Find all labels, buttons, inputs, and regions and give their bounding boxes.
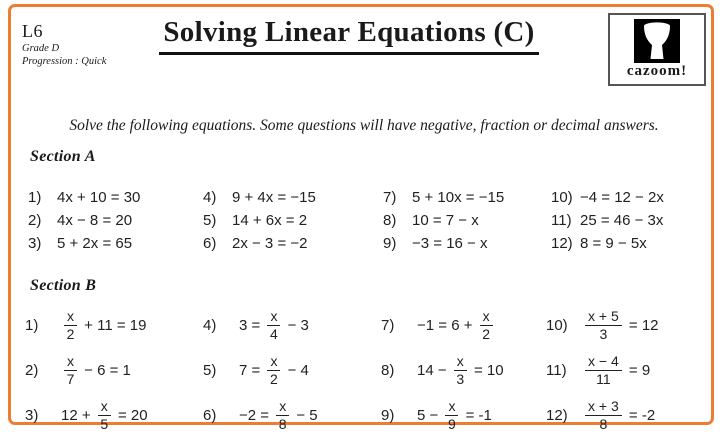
level-code: L6 bbox=[22, 21, 43, 41]
question-number: 8) bbox=[381, 362, 395, 379]
fraction-numerator: x bbox=[64, 309, 77, 326]
equation bbox=[61, 354, 131, 388]
question-number: 3) bbox=[28, 235, 42, 252]
question-number: 7) bbox=[383, 189, 397, 206]
fraction-numerator: x bbox=[267, 309, 280, 326]
question-number: 8) bbox=[383, 212, 397, 229]
fraction bbox=[64, 354, 77, 388]
equation-text: = 10 bbox=[469, 362, 504, 379]
equation-text: 9 + 4x = −15 bbox=[232, 189, 316, 206]
equation-text: = 20 bbox=[113, 407, 148, 424]
question-number: 4) bbox=[203, 317, 217, 334]
equation-row bbox=[203, 303, 318, 348]
equation-text: = 12 bbox=[624, 317, 659, 334]
equation bbox=[580, 189, 664, 206]
equation-text: 3 = bbox=[239, 317, 265, 334]
equation-row bbox=[28, 209, 140, 232]
logo-brand-text: cazoom! bbox=[626, 63, 688, 79]
equation-row bbox=[203, 209, 316, 232]
section-a-column-4 bbox=[551, 186, 664, 255]
equation-row bbox=[381, 393, 504, 438]
equation-text: = -1 bbox=[461, 407, 492, 424]
equation-row bbox=[546, 393, 659, 438]
section-a-column-2 bbox=[203, 186, 316, 255]
fraction-denominator: 2 bbox=[270, 371, 278, 387]
fraction bbox=[585, 354, 622, 388]
equation bbox=[582, 399, 655, 433]
equation bbox=[61, 399, 148, 433]
question-number: 5) bbox=[203, 362, 217, 379]
fraction-denominator: 4 bbox=[270, 326, 278, 342]
equation-row bbox=[551, 209, 664, 232]
equation-text: − 3 bbox=[283, 317, 309, 334]
equation-text: −1 = 6 + bbox=[417, 317, 477, 334]
equation-row bbox=[25, 303, 148, 348]
equation-row bbox=[203, 232, 316, 255]
fraction-numerator: x bbox=[480, 309, 493, 326]
equation bbox=[417, 309, 496, 343]
equation-text: 14 − bbox=[417, 362, 451, 379]
equation-text: 4x − 8 = 20 bbox=[57, 212, 133, 229]
fraction bbox=[585, 309, 622, 343]
equation bbox=[232, 235, 307, 252]
fraction-numerator: x bbox=[445, 399, 458, 416]
equation-text: = -2 bbox=[624, 407, 656, 424]
equation-row bbox=[203, 393, 318, 438]
question-number: 11) bbox=[551, 212, 572, 229]
equation-row bbox=[203, 348, 318, 393]
fraction-numerator: x bbox=[267, 354, 280, 371]
equation-row bbox=[203, 186, 316, 209]
equation-row bbox=[383, 232, 504, 255]
equation-row bbox=[383, 186, 504, 209]
equation bbox=[580, 235, 647, 252]
equation-row bbox=[381, 348, 504, 393]
equation bbox=[239, 354, 309, 388]
equation bbox=[232, 212, 307, 229]
fraction-denominator: 3 bbox=[599, 326, 608, 342]
equation-text: − 6 = 1 bbox=[80, 362, 131, 379]
fraction-denominator: 2 bbox=[482, 326, 491, 342]
equation bbox=[417, 399, 492, 433]
fraction bbox=[445, 399, 458, 433]
equation bbox=[417, 354, 504, 388]
question-number: 9) bbox=[383, 235, 397, 252]
question-number: 1) bbox=[28, 189, 42, 206]
equation-row bbox=[551, 186, 664, 209]
equation-row bbox=[28, 186, 140, 209]
page-title: Solving Linear Equations (C) bbox=[159, 16, 538, 55]
fraction-denominator: 8 bbox=[599, 416, 608, 432]
equation-text: 7 = bbox=[239, 362, 265, 379]
equation bbox=[412, 189, 504, 206]
equation-text: 5 + 10x = −15 bbox=[412, 189, 505, 206]
equation-text: 4x + 10 = 30 bbox=[57, 189, 141, 206]
equation-row bbox=[28, 232, 140, 255]
equation-text: = 9 bbox=[624, 362, 651, 379]
fraction bbox=[64, 309, 77, 343]
section-b-column-4 bbox=[546, 303, 659, 438]
section-b-column-3 bbox=[381, 303, 504, 438]
equation bbox=[239, 309, 309, 343]
question-number: 12) bbox=[546, 407, 568, 424]
question-number: 2) bbox=[28, 212, 42, 229]
fraction bbox=[267, 309, 280, 343]
fraction-denominator: 3 bbox=[456, 371, 465, 387]
equation-row bbox=[546, 303, 659, 348]
fraction-denominator: 2 bbox=[66, 326, 75, 342]
djembe-drum-icon bbox=[634, 19, 680, 63]
question-number: 6) bbox=[203, 407, 217, 424]
fraction-numerator: x bbox=[98, 399, 111, 416]
equation-row bbox=[551, 232, 664, 255]
fraction-numerator: x − 4 bbox=[585, 354, 622, 371]
equation bbox=[582, 354, 650, 388]
equation-text: 12 + bbox=[61, 407, 95, 424]
cazoom-logo bbox=[608, 13, 706, 86]
progression-label: Progression : Quick bbox=[22, 55, 107, 67]
question-number: 5) bbox=[203, 212, 217, 229]
equation bbox=[57, 235, 132, 252]
question-number: 4) bbox=[203, 189, 217, 206]
fraction-denominator: 5 bbox=[100, 416, 109, 432]
equation-row bbox=[25, 393, 148, 438]
equation-row bbox=[546, 348, 659, 393]
question-number: 9) bbox=[381, 407, 395, 424]
fraction-numerator: x bbox=[276, 399, 289, 416]
equation bbox=[239, 399, 318, 433]
equation-text: 5 + 2x = 65 bbox=[57, 235, 133, 252]
fraction-numerator: x + 3 bbox=[585, 399, 622, 416]
equation bbox=[412, 235, 487, 252]
question-number: 7) bbox=[381, 317, 395, 334]
fraction bbox=[585, 399, 622, 433]
equation-text: 5 − bbox=[417, 407, 443, 424]
equation-text: 2x − 3 = −2 bbox=[232, 235, 308, 252]
equation-text: 8 = 9 − 5x bbox=[580, 235, 647, 252]
fraction-numerator: x + 5 bbox=[585, 309, 622, 326]
instructions-text: Solve the following equations. Some questions will have negative, fraction or decimal answers. bbox=[69, 117, 659, 134]
fraction-numerator: x bbox=[454, 354, 467, 371]
fraction bbox=[276, 399, 289, 433]
equation-text: 14 + 6x = 2 bbox=[232, 212, 308, 229]
question-number: 10) bbox=[551, 189, 573, 206]
grade-label: Grade D bbox=[22, 42, 60, 54]
fraction bbox=[98, 399, 111, 433]
equation-text: −2 = bbox=[239, 407, 274, 424]
equation-row bbox=[25, 348, 148, 393]
equation bbox=[582, 309, 659, 343]
equation-row bbox=[381, 303, 504, 348]
equation-text: − 4 bbox=[283, 362, 309, 379]
equation bbox=[57, 189, 140, 206]
fraction bbox=[480, 309, 493, 343]
equation bbox=[57, 212, 132, 229]
section-b-heading: Section B bbox=[30, 277, 97, 294]
question-number: 2) bbox=[25, 362, 39, 379]
fraction-numerator: x bbox=[64, 354, 77, 371]
equation-text: − 5 bbox=[292, 407, 318, 424]
section-a-column-1 bbox=[28, 186, 140, 255]
section-b-column-1 bbox=[25, 303, 148, 438]
fraction-denominator: 8 bbox=[278, 416, 287, 432]
question-number: 3) bbox=[25, 407, 39, 424]
question-number: 12) bbox=[551, 235, 573, 252]
equation bbox=[412, 212, 479, 229]
fraction-denominator: 11 bbox=[596, 371, 611, 387]
fraction bbox=[454, 354, 467, 388]
section-a-heading: Section A bbox=[30, 148, 96, 165]
question-number: 10) bbox=[546, 317, 568, 334]
title-wrap bbox=[90, 16, 608, 55]
equation-text: 10 = 7 − x bbox=[412, 212, 479, 229]
fraction-denominator: 9 bbox=[448, 416, 456, 432]
equation-text: −3 = 16 − x bbox=[412, 235, 488, 252]
fraction bbox=[267, 354, 280, 388]
question-number: 1) bbox=[25, 317, 39, 334]
question-number: 6) bbox=[203, 235, 217, 252]
section-a-column-3 bbox=[383, 186, 504, 255]
equation-text: −4 = 12 − 2x bbox=[580, 189, 664, 206]
fraction-denominator: 7 bbox=[66, 371, 75, 387]
section-b-column-2 bbox=[203, 303, 318, 438]
question-number: 11) bbox=[546, 362, 567, 379]
equation bbox=[232, 189, 316, 206]
equation-text: + 11 = 19 bbox=[80, 317, 147, 334]
equation bbox=[61, 309, 146, 343]
equation-row bbox=[383, 209, 504, 232]
equation-text: 25 = 46 − 3x bbox=[580, 212, 664, 229]
equation bbox=[580, 212, 663, 229]
